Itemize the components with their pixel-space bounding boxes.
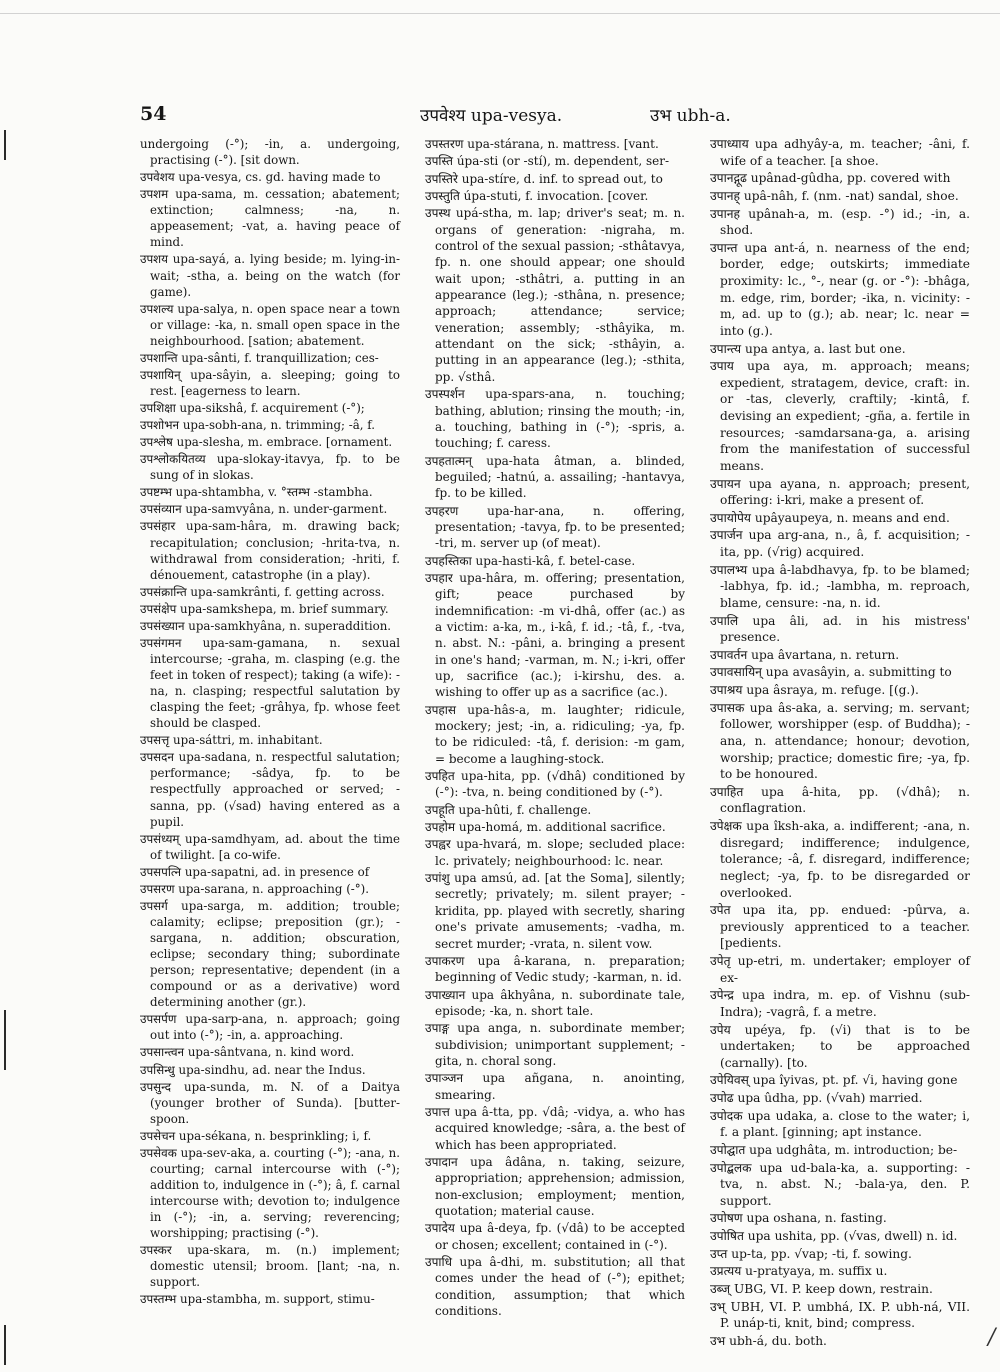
dictionary-entry: उपाधि upa â-dhi, m. substitution; all that comes under the head of (-°); epithet; condition, assumption; that which conditions.	[425, 1255, 685, 1319]
dictionary-entry: उपशोभन upa-sobh-ana, n. trimming; -â, f.	[140, 418, 375, 433]
dictionary-entry: उपस्पर्शन upa-spars-ana, n. touching; bathing, ablution; rinsing the mouth; -in, a. touching, bathing in (-°); -spris, a. touching; f. caress.	[425, 387, 685, 451]
dictionary-entry: उपसत्तृ upa-sáttri, m. inhabitant.	[140, 733, 323, 748]
dictionary-entry: उपेक्षक upa îksh-aka, a. indifferent; -ana, n. disregard; indifference; indulgence, tolerance; -â, f. disregard, indifference; neglect; -ya, fp. to be disregarded or overlooked.	[710, 819, 970, 900]
dictionary-entry: उपासक upa âs-aka, a. serving; m. servant; follower, worshipper (esp. of Buddha); -ana, n. attendance; honour; devotion, worship; practice; domestic fire; -ya, fp. to be honoured.	[710, 700, 970, 782]
dictionary-entry: उब्ज् UBG, VI. P. keep down, restrain.	[710, 1281, 933, 1296]
dictionary-entry: उपसंख्यान upa-samkhyâna, n. superaddition.	[140, 618, 392, 633]
dictionary-entry: उपायोपेय upâyaupeya, n. means and end.	[710, 510, 950, 525]
left-binding-mark	[4, 1325, 6, 1365]
dictionary-entry: उपानह् upâ-nâh, f. (nm. -nat) sandal, shoe.	[710, 188, 959, 203]
dictionary-entry: उपसुन्द upa-sunda, m. N. of a Daitya (younger brother of Sunda). [butter-spoon.	[140, 1079, 400, 1126]
dictionary-entry: उपेत upa ita, pp. endued: -pûrva, a. previously apprenticed to a teacher. [pedients.	[710, 903, 970, 951]
dictionary-entry: उपान्त upa ant-á, n. nearness of the end; border, edge; outskirts; immediate proximity: lc., °-, near (g. or -°): -bhâga, m. edge, rim, border; -ika, n. vicinity: -m, ad. up to (g.); ab. near; lc. near = into (g.).	[710, 240, 970, 338]
dictionary-entry: उपशान्ति upa-sânti, f. tranquillization; ces-	[140, 350, 379, 365]
dictionary-entry: उपशायिन् upa-sâyin, a. sleeping; going to rest. [eagerness to learn.	[140, 367, 400, 398]
dictionary-entry: उभ ubh-á, du. both.	[710, 1333, 827, 1348]
dictionary-entry: उपस्तरण upa-stárana, n. mattress. [vant.	[425, 137, 659, 151]
dictionary-entry: उपस्थ upá-stha, m. lap; driver's seat; m. n. organs of generation: -nigraha, m. control of the sexual passion; -sthâtavya, fp. n. one should appear; one should wait upon; -sthâtri, a. putting in an appearance (leg.); -sthâna, n. presence; approach; attendance; service; veneration; assembly; -sthâyika, m. attendant on the sick; -sthâyin, a. putting in an appearance (leg.); -sthita, pp. √sthâ.	[425, 206, 685, 384]
dictionary-entry: उपानह upânah-a, m. (esp. -°) id.; -in, a. shod.	[710, 206, 970, 238]
dictionary-entry: उपसपत्नि upa-sapatni, ad. in presence of	[140, 864, 370, 879]
dictionary-entry: उपार्जन upa arg-ana, n., â, f. acquisition; -ita, pp. (√rig) acquired.	[710, 528, 970, 559]
dictionary-entry: उपवेशय upa-vesya, cs. gd. having made to	[140, 170, 381, 185]
running-head-right: उभ ubh-a.	[650, 106, 731, 126]
dictionary-entry: उपाहित upa â-hita, pp. (√dhâ); n. conflagration.	[710, 784, 970, 816]
dictionary-entry: उपोद्बलक upa ud-bala-ka, a. supporting: -tva, n. abst. N.; -bala-ya, den. P. support.	[710, 1160, 970, 1208]
dictionary-entry: उपसंगमन upa-sam-gamana, n. sexual intercourse; -graha, m. clasping (e.g. the feet in token of respect); taking (a wife): -na, n. clasping; respectful salutation by clasping the feet; -grâhya, fp. whose feet should be clasped.	[140, 635, 400, 731]
top-scan-rule	[0, 13, 1000, 14]
dictionary-entry: उपाकरण upa â-karana, n. preparation; beginning of Vedic study; -karman, n. id.	[425, 953, 685, 985]
dictionary-entry: उपालभ्य upa â-labdhavya, fp. to be blamed; -labhya, fp. id.; -lambha, m. reproach, blame, censure: -na, n. id.	[710, 562, 970, 610]
dictionary-entry: उपावसायिन् upa avasâyin, a. submitting to	[710, 665, 952, 680]
dictionary-entry: उपस्कर upa-skara, m. (n.) implement; domestic utensil; broom. [lant; -na, n. support.	[140, 1243, 400, 1290]
dictionary-entry: उपाय upa aya, m. approach; means; expedient, stratagem, device, craft: in. or -tas, cleverly, craftily; -kintâ, f. devising an expedient; -gña, a. fertile in resources; -samdarsana-ga, a. arising from the manifestation of successful means.	[710, 359, 970, 473]
dictionary-entry: उपाञ्जन upa añgana, n. anointing, smearing.	[425, 1071, 685, 1102]
dictionary-entry: उपहूति upa-hûti, f. challenge.	[425, 802, 592, 817]
stray-pen-mark: /	[988, 1325, 996, 1350]
dictionary-entry: उपसर्ग upa-sarga, m. addition; trouble; calamity; eclipse; preposition (gr.); -sargana, n. addition; obscuration, eclipse; secondary thing; subordinate person; representative; dependent (in a compound or as a derivative) word determining another (gr.).	[140, 898, 400, 1010]
dictionary-entry: उपहतात्मन् upa-hata âtman, a. blinded, beguiled; -hatnú, a. assailing; -hantavya, fp. to be killed.	[425, 453, 685, 501]
dictionary-entry: उभ् UBH, VI. P. umbhá, IX. P. ubh-ná, VII. P. unáp-ti, knit, bind; compress.	[710, 1299, 970, 1331]
dictionary-entry: उप्रत्यय u-pratyaya, m. suffix u.	[710, 1264, 888, 1279]
dictionary-entry: उपसंध्यम् upa-samdhyam, ad. about the time of twilight. [a co-wife.	[140, 831, 400, 862]
dictionary-entry: उपादेय upa â-deya, fp. (√dâ) to be accepted or chosen; excellent; contained in (-°).	[425, 1221, 685, 1252]
dictionary-entry: उपसंहार upa-sam-hâra, m. drawing back; recapitulation; conclusion; -hrita-tva, n. withdrawal from consideration; -hriti, f. dénouement, catastrophe (in a play).	[140, 519, 400, 582]
dictionary-entry: उपेयिवस् upa îyivas, pt. pf. √i, having gone	[710, 1073, 958, 1088]
dictionary-entry: उपसदन upa-sadana, n. respectful salutation; performance; -sâdya, fp. to be respectfully approached or served; -sanna, pp. (√sad) having entered as a pupil.	[140, 750, 400, 829]
dictionary-entry: उपश्लोकयितव्य upa-slokay-itavya, fp. to be sung of in slokas.	[140, 452, 400, 483]
column-left	[140, 136, 400, 1308]
dictionary-entry: उपहोम upa-homá, m. additional sacrifice.	[425, 820, 666, 835]
dictionary-entry: उपावर्तन upa âvartana, n. return.	[710, 647, 900, 662]
dictionary-entry: उपशिक्षा upa-sikshâ, f. acquirement (-°);	[140, 401, 365, 415]
dictionary-entry: उपसंक्षेप upa-samkshepa, m. brief summary.	[140, 601, 389, 616]
dictionary-entry: उपहार upa-hâra, m. offering; presentation, gift; peace purchased by indemnification: -m vi-dhâ, offer (ac.) as a victim: a-ka, m., i-kâ, f. id.; -tâ, f., -tva, n. abst. N.: -pâni, a. bringing a present in one's hand; -varman, m. N.; i-kri, offer up, sacrifice (ac.); i-kirshu, des. a. wishing to offer up as a sacrifice (ac.).	[425, 570, 685, 700]
dictionary-entry: undergoing (-°); -in, a. undergoing, practising (-°). [sit down.	[140, 137, 400, 168]
dictionary-entry: उपहास upa-hâs-a, m. laughter; ridicule, mockery; jest; -in, a. ridiculing; -ya, fp. to be ridiculed: -tâ, f. derision: -m gam, = become a laughing-stock.	[425, 702, 685, 766]
dictionary-entry: उपाङ्ग upa anga, n. subordinate member; subdivision; unimportant supplement; -gita, n. choral song.	[425, 1021, 685, 1068]
dictionary-entry: उपस्ति úpa-sti (or -stí), m. dependent, ser-	[425, 154, 670, 169]
dictionary-entry: उपेय upéya, fp. (√i) that is to be undertaken; to be approached (carnally). [to.	[710, 1022, 970, 1070]
dictionary-entry: उपोदक upa udaka, a. close to the water; i, f. a plant. [ginning; apt instance.	[710, 1108, 970, 1140]
dictionary-entry: उपसेचन upa-sékana, n. besprinkling; i, f.	[140, 1128, 372, 1143]
dictionary-entry: उपात्त upa â-tta, pp. √dâ; -vidya, a. who has acquired knowledge; -sâra, a. the best of which has been appropriated.	[425, 1104, 685, 1152]
dictionary-entry: उपोद्घात upa udghâta, m. introduction; be-	[710, 1142, 958, 1157]
dictionary-entry: उपेतृ up-etri, m. undertaker; employer of ex-	[710, 954, 970, 985]
dictionary-entry: उपस्तिरे upa-stíre, d. inf. to spread out, to	[425, 171, 663, 186]
dictionary-entry: उपशम upa-sama, m. cessation; abatement; extinction; calmness; -na, n. appeasement; -vat, a. having peace of mind.	[140, 187, 400, 250]
dictionary-entry: उपसेवक upa-sev-aka, a. courting (-°); -ana, n. courting; carnal intercourse with (-°); addition to, indulgence in (-°); â, f. carnal intercourse with; devotion to; indulgence in (-°); -in, a. serving; reverencing; worshipping; practising (-°).	[140, 1145, 400, 1241]
column-middle	[425, 136, 685, 1320]
column-right	[710, 136, 970, 1350]
left-binding-mark	[4, 130, 6, 160]
dictionary-entry: उपस्तम्भ upa-stambha, m. support, stimu-	[140, 1292, 375, 1307]
dictionary-entry: उपसान्त्वन upa-sântvana, n. kind word.	[140, 1045, 355, 1060]
dictionary-entry: उपान्त्य upa antya, a. last but one.	[710, 341, 906, 356]
dictionary-entry: उपोढ upa ûdha, pp. (√vah) married.	[710, 1091, 923, 1105]
dictionary-entry: उपशय upa-sayá, a. lying beside; m. lying-in-wait; -stha, a. being on the watch (for game).	[140, 252, 400, 299]
dictionary-entry: उपालि upa âli, ad. in his mistress' presence.	[710, 613, 970, 645]
dictionary-entry: उपसर्पण upa-sarp-ana, n. approach; going out into (-°); -in, a. approaching.	[140, 1012, 400, 1043]
running-head-left: उपवेश्य upa-vesya.	[420, 106, 563, 126]
dictionary-entry: उपोषण upa oshana, n. fasting.	[710, 1211, 887, 1226]
dictionary-entry: उपांशु upa amsú, ad. [at the Soma], silently; secretly; privately; m. silent prayer; -kridita, pp. played with secretly, sharing one's private amusements; -vadha, m. secret murder; -vrata, n. silent vow.	[425, 871, 685, 951]
dictionary-entry: उपह्वर upa-hvará, m. slope; secluded place: lc. privately; neighbourhood: lc. near.	[425, 837, 685, 868]
dictionary-entry: उपोषित upa ushita, pp. (√vas, dwell) n. id.	[710, 1229, 958, 1243]
dictionary-entry: उपेन्द्र upa indra, m. ep. of Vishnu (sub-Indra); -vagrâ, f. a metre.	[710, 988, 970, 1019]
dictionary-entry: उपष्टम्भ upa-shtambha, v. °स्तम्भ -stambha.	[140, 485, 373, 500]
page-number: 54	[140, 103, 167, 125]
dictionary-entry: उपहरण upa-har-ana, n. offering, presentation; -tavya, fp. to be presented; -tri, m. server up (of meat).	[425, 503, 685, 551]
dictionary-entry: उपानद्गूढ upânad-gûdha, pp. covered with	[710, 171, 951, 186]
dictionary-entry: उपाख्यान upa âkhyâna, n. subordinate tale, episode; -ka, n. short tale.	[425, 987, 685, 1018]
dictionary-entry: उपादान upa âdâna, n. taking, seizure, appropriation; apprehension; admission, non-exclusion; employment; mention, quotation; material cause.	[425, 1154, 685, 1218]
dictionary-entry: उपसरण upa-sarana, n. approaching (-°).	[140, 881, 370, 896]
dictionary-entry: उपायन upa ayana, n. approach; present, offering: i-kri, make a present of.	[710, 476, 970, 508]
left-binding-mark	[4, 1010, 6, 1070]
dictionary-entry: उप्त up-ta, pp. √vap; -ti, f. sowing.	[710, 1246, 912, 1261]
dictionary-entry: उपाध्याय upa adhyây-a, m. teacher; -âni, f. wife of a teacher. [a shoe.	[710, 137, 970, 168]
dictionary-entry: उपहस्तिका upa-hasti-kâ, f. betel-case.	[425, 553, 636, 568]
dictionary-entry: उपसिन्धु upa-sindhu, ad. near the Indus.	[140, 1062, 366, 1077]
dictionary-entry: उपश्लेष upa-slesha, m. embrace. [ornament.	[140, 435, 393, 450]
dictionary-entry: उपाश्रय upa âsraya, m. refuge. [(g.).	[710, 683, 919, 697]
dictionary-entry: उपसंव्यान upa-samvyâna, n. under-garment.	[140, 502, 388, 517]
dictionary-entry: उपशल्य upa-salya, n. open space near a town or village: -ka, n. small open space in the neighbourhood. [sation; abatement.	[140, 301, 400, 348]
dictionary-entry: उपस्तुति úpa-stuti, f. invocation. [cover.	[425, 189, 649, 204]
dictionary-entry: उपहित upa-hita, pp. (√dhâ) conditioned by (-°): -tva, n. being conditioned by (-°).	[425, 769, 685, 800]
dictionary-entry: उपसंक्रान्ति upa-samkrânti, f. getting across.	[140, 584, 385, 599]
